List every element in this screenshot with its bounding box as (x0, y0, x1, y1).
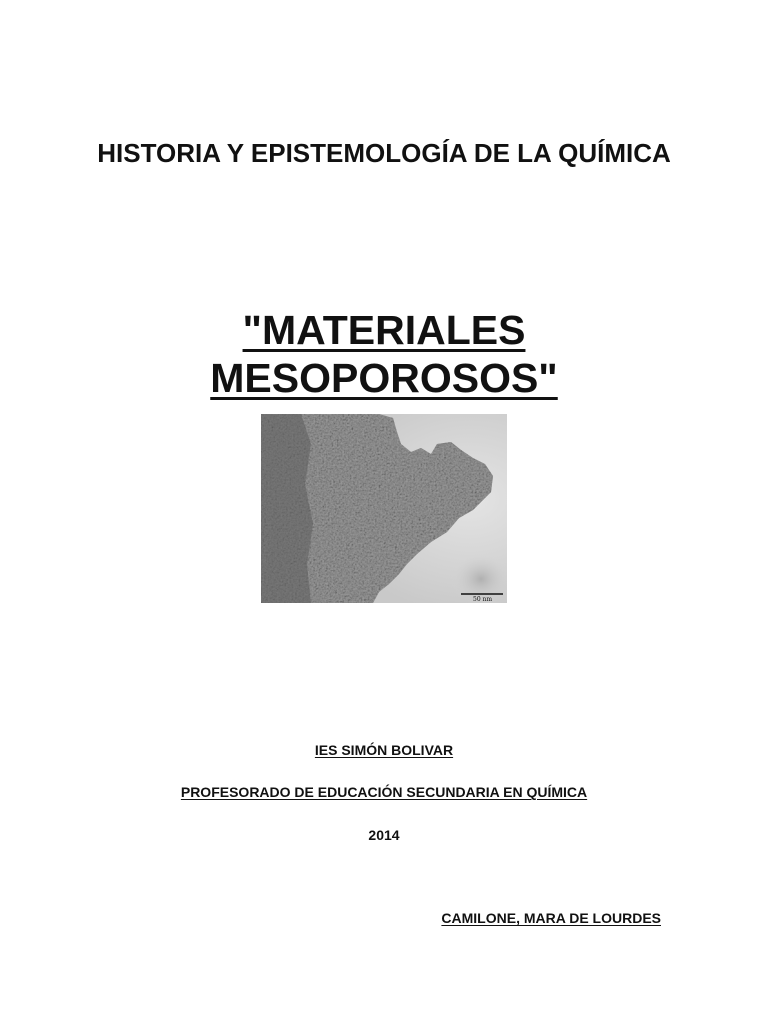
program-line (84, 783, 684, 801)
subject-title: HISTORIA Y EPISTEMOLOGÍA DE LA QUÍMICA (97, 138, 671, 168)
work-title: "MATERIALES MESOPOROSOS" (210, 307, 558, 401)
institution-line (84, 741, 684, 759)
tem-micrograph-image (261, 414, 507, 603)
year: 2014 (368, 827, 400, 843)
author-line (441, 909, 661, 927)
author-name: CAMILONE, MARA DE LOURDES (441, 910, 661, 926)
scale-bar-label: 50 nm (473, 596, 493, 603)
work-title-container (84, 306, 684, 402)
institution-name: IES SIMÓN BOLIVAR (314, 742, 454, 758)
program-name: PROFESORADO DE EDUCACIÓN SECUNDARIA EN QUÍMICA (180, 784, 588, 800)
